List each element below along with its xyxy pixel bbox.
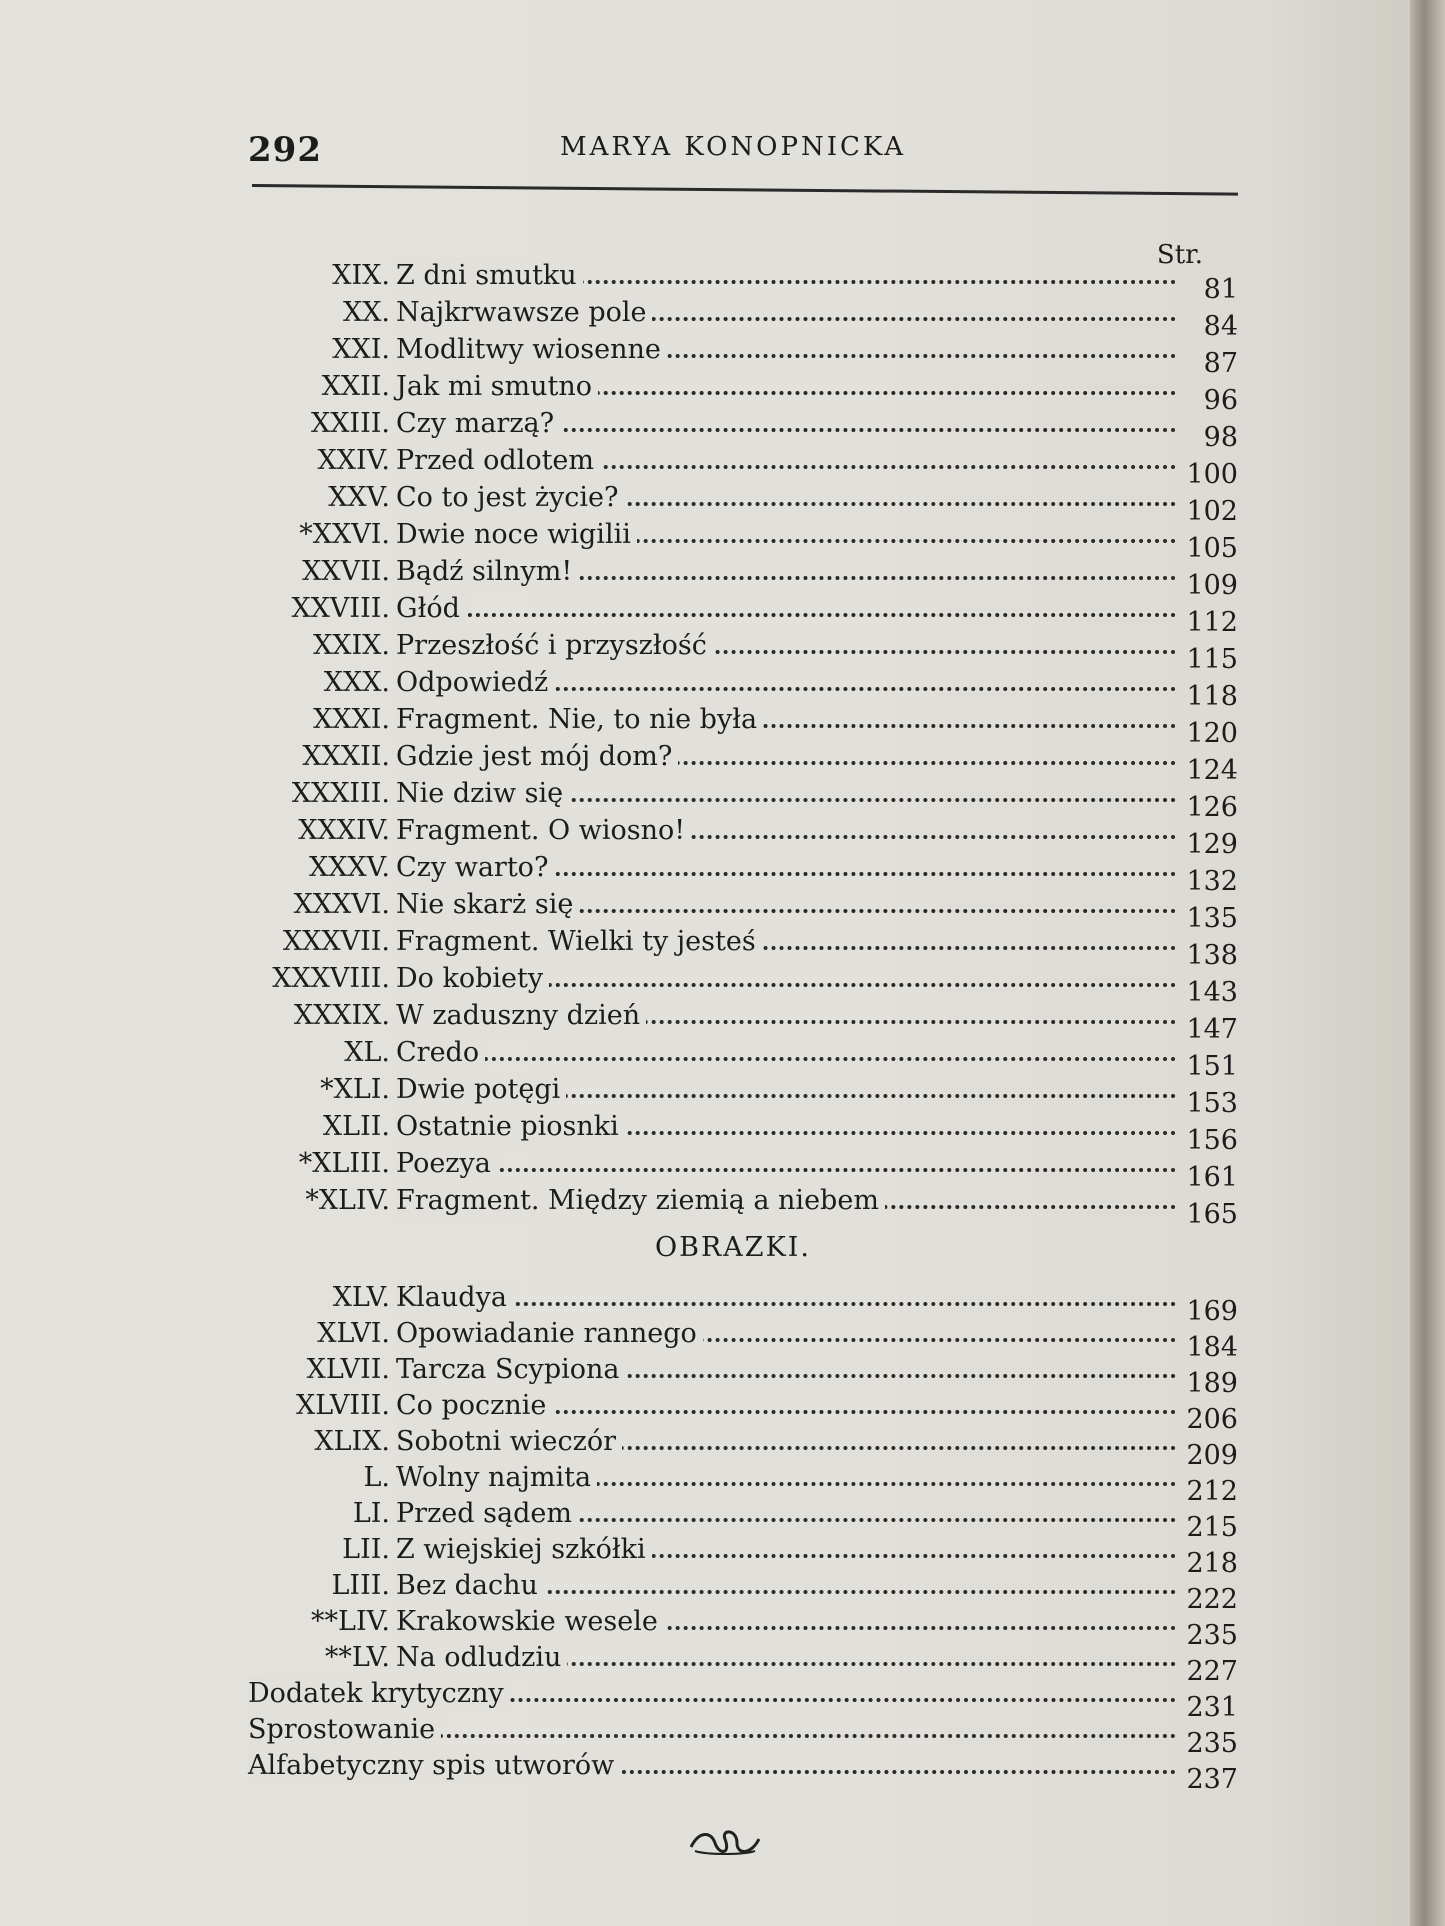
entry-title: Dwie potęgi — [396, 1072, 566, 1108]
toc-entry — [0, 961, 1238, 1008]
toc-entry — [0, 628, 1238, 675]
entry-title: Co pocznie — [396, 1388, 552, 1424]
entry-page: 87 — [1203, 348, 1238, 379]
dot-leader — [396, 1302, 1176, 1306]
entry-title: Dodatek krytyczny — [248, 1676, 510, 1712]
toc-entry — [0, 665, 1238, 712]
toc-entry — [0, 924, 1238, 971]
toc-entry — [0, 295, 1238, 342]
dot-leader — [396, 613, 1176, 617]
entry-title: Opowiadanie rannego — [396, 1316, 703, 1352]
toc-entry — [0, 702, 1238, 749]
entry-page: 105 — [1186, 533, 1238, 564]
entry-title: Z wiejskiej szkółki — [396, 1532, 652, 1568]
entry-title: Credo — [396, 1035, 485, 1071]
entry-number: XXXIII. — [291, 778, 390, 809]
entry-page: 109 — [1186, 570, 1238, 601]
entry-title: Jak mi smutno — [396, 369, 598, 405]
entry-page: 161 — [1186, 1162, 1238, 1193]
entry-title: Tarcza Scypiona — [396, 1352, 625, 1388]
entry-page: 124 — [1186, 755, 1238, 786]
entry-number: *XLI. — [320, 1074, 390, 1105]
entry-number: **LIV. — [311, 1606, 390, 1637]
entry-title: Sprostowanie — [248, 1712, 441, 1748]
entry-page: 156 — [1186, 1125, 1238, 1156]
toc-entry — [0, 850, 1238, 897]
entry-title: Bądź silnym! — [396, 554, 578, 590]
entry-page: 212 — [1186, 1476, 1238, 1507]
entry-page: 231 — [1186, 1692, 1238, 1723]
entry-title: Alfabetyczny spis utworów — [248, 1748, 620, 1784]
entry-number: XLVI. — [317, 1318, 390, 1349]
entry-page: 237 — [1186, 1764, 1238, 1795]
entry-number: XXXI. — [313, 704, 390, 735]
entry-page: 206 — [1186, 1404, 1238, 1435]
entry-number: XL. — [344, 1037, 390, 1068]
entry-page: 129 — [1186, 829, 1238, 860]
entry-number: XXXV. — [308, 852, 390, 883]
toc-entry — [0, 406, 1238, 453]
entry-page: 215 — [1186, 1512, 1238, 1543]
page-header — [248, 130, 1238, 174]
entry-title: Fragment. Nie, to nie była — [396, 702, 763, 738]
toc-entry — [0, 1072, 1238, 1119]
toc-entry — [0, 1532, 1238, 1579]
entry-page: 153 — [1186, 1088, 1238, 1119]
entry-title: Fragment. Wielki ty jesteś — [396, 924, 762, 960]
entry-title: Modlitwy wiosenne — [396, 332, 667, 368]
entry-number: XXXII. — [302, 741, 390, 772]
entry-title: Bez dachu — [396, 1568, 544, 1604]
entry-title: Dwie noce wigilii — [396, 517, 637, 553]
entry-number: XLV. — [332, 1282, 390, 1313]
entry-page: 169 — [1186, 1296, 1238, 1327]
entry-page: 138 — [1186, 940, 1238, 971]
running-head: MARYA KONOPNICKA — [560, 132, 907, 162]
toc-entry — [0, 1109, 1238, 1156]
toc-entry — [0, 1748, 1238, 1795]
toc-entry — [0, 1424, 1238, 1471]
toc-entry — [0, 258, 1238, 305]
entry-page: 126 — [1186, 792, 1238, 823]
toc-entry — [0, 1640, 1238, 1687]
entry-page: 209 — [1186, 1440, 1238, 1471]
dot-leader — [396, 1168, 1176, 1172]
header-rule — [252, 184, 1238, 196]
toc-entry — [0, 776, 1238, 823]
entry-number: XXII. — [321, 371, 390, 402]
entry-page: 227 — [1186, 1656, 1238, 1687]
toc-entry — [0, 1388, 1238, 1435]
entry-title: Czy warto? — [396, 850, 554, 886]
entry-page: 218 — [1186, 1548, 1238, 1579]
entry-number: XIX. — [332, 260, 390, 291]
entry-title: Głód — [396, 591, 466, 627]
toc-entry — [0, 332, 1238, 379]
entry-page: 151 — [1186, 1051, 1238, 1082]
entry-title: Klaudya — [396, 1280, 513, 1316]
entry-number: LIII. — [331, 1570, 390, 1601]
entry-page: 189 — [1186, 1368, 1238, 1399]
toc-entry — [0, 591, 1238, 638]
entry-title: Do kobiety — [396, 961, 549, 997]
entry-title: Przed sądem — [396, 1496, 578, 1532]
toc-entry — [0, 1568, 1238, 1615]
entry-title: Przeszłość i przyszłość — [396, 628, 713, 664]
entry-number: XLIX. — [314, 1426, 390, 1457]
toc-entry — [0, 1183, 1238, 1230]
entry-title: Ostatnie piosnki — [396, 1109, 625, 1145]
entry-number: XLVIII. — [295, 1390, 390, 1421]
entry-number: *XLIII. — [298, 1148, 390, 1179]
toc-entry — [0, 1604, 1238, 1651]
toc-entry — [0, 443, 1238, 490]
toc-entry — [0, 1712, 1238, 1759]
entry-number: XXXVI. — [293, 889, 390, 920]
end-ornament-icon — [685, 1825, 765, 1861]
dot-leader — [396, 1057, 1176, 1061]
entry-number: XXV. — [328, 482, 390, 513]
entry-page: 184 — [1186, 1332, 1238, 1363]
entry-page: 100 — [1186, 459, 1238, 490]
entry-number: XX. — [342, 297, 390, 328]
entry-title: Poezya — [396, 1146, 497, 1182]
toc-entry — [0, 739, 1238, 786]
entry-page: 112 — [1186, 607, 1238, 638]
entry-number: **LV. — [324, 1642, 390, 1673]
toc-entry — [0, 1496, 1238, 1543]
entry-page: 143 — [1186, 977, 1238, 1008]
page-number: 292 — [248, 130, 322, 170]
toc-entry — [0, 369, 1238, 416]
toc-entry — [0, 1676, 1238, 1723]
section-title: OBRAZKI. — [655, 1232, 811, 1263]
entry-title: Gdzie jest mój dom? — [396, 739, 678, 775]
entry-number: XXVIII. — [291, 593, 390, 624]
entry-number: XXXIV. — [298, 815, 390, 846]
entry-title: Na odludziu — [396, 1640, 567, 1676]
toc-entry — [0, 1460, 1238, 1507]
entry-title: Czy marzą? — [396, 406, 560, 442]
entry-title: Nie skarż się — [396, 887, 579, 923]
entry-page: 235 — [1186, 1728, 1238, 1759]
entry-page: 132 — [1186, 866, 1238, 897]
entry-page: 235 — [1186, 1620, 1238, 1651]
entry-page: 165 — [1186, 1199, 1238, 1230]
entry-page: 84 — [1203, 311, 1238, 342]
entry-number: L. — [363, 1462, 390, 1493]
book-spine-shadow — [1410, 0, 1445, 1926]
entry-page: 115 — [1186, 644, 1238, 675]
entry-number: XXXIX. — [293, 1000, 390, 1031]
entry-number: XXIX. — [313, 630, 390, 661]
entry-number: LI. — [352, 1498, 390, 1529]
entry-title: Sobotni wieczór — [396, 1424, 622, 1460]
entry-title: Najkrwawsze pole — [396, 295, 652, 331]
entry-number: XLII. — [322, 1111, 390, 1142]
entry-page: 102 — [1186, 496, 1238, 527]
toc-entry — [0, 887, 1238, 934]
toc-entry — [0, 1352, 1238, 1399]
entry-title: Z dni smutku — [396, 258, 583, 294]
entry-page: 147 — [1186, 1014, 1238, 1045]
toc-entry — [0, 1146, 1238, 1193]
entry-number: XXXVIII. — [272, 963, 390, 994]
entry-title: Fragment. O wiosno! — [396, 813, 691, 849]
entry-title: Fragment. Między ziemią a niebem — [396, 1183, 885, 1219]
entry-title: Przed odlotem — [396, 443, 600, 479]
entry-number: XLVII. — [306, 1354, 390, 1385]
entry-page: 98 — [1203, 422, 1238, 453]
toc-entry — [0, 517, 1238, 564]
entry-number: *XXVI. — [299, 519, 390, 550]
entry-page: 96 — [1203, 385, 1238, 416]
toc-entry — [0, 480, 1238, 527]
entry-number: *XLIV. — [305, 1185, 390, 1216]
entry-title: Wolny najmita — [396, 1460, 597, 1496]
entry-page: 135 — [1186, 903, 1238, 934]
entry-page: 118 — [1186, 681, 1238, 712]
toc-entry — [0, 1316, 1238, 1363]
entry-number: XXVII. — [302, 556, 390, 587]
entry-title: Odpowiedź — [396, 665, 554, 701]
entry-title: Nie dziw się — [396, 776, 569, 812]
toc-entry — [0, 554, 1238, 601]
toc-entry — [0, 813, 1238, 860]
entry-page: 120 — [1186, 718, 1238, 749]
entry-number: XXX. — [323, 667, 390, 698]
entry-number: XXI. — [332, 334, 390, 365]
entry-title: W zaduszny dzień — [396, 998, 646, 1034]
entry-title: Krakowskie wesele — [396, 1604, 664, 1640]
toc-entry — [0, 1280, 1238, 1327]
entry-number: XXIV. — [317, 445, 390, 476]
page-column-label: Str. — [1156, 240, 1203, 270]
entry-page: 81 — [1203, 274, 1238, 305]
toc-entry — [0, 998, 1238, 1045]
entry-number: LII. — [342, 1534, 390, 1565]
entry-title: Co to jest życie? — [396, 480, 625, 516]
entry-number: XXIII. — [310, 408, 390, 439]
toc-entry — [0, 1035, 1238, 1082]
entry-page: 222 — [1186, 1584, 1238, 1615]
entry-number: XXXVII. — [282, 926, 390, 957]
